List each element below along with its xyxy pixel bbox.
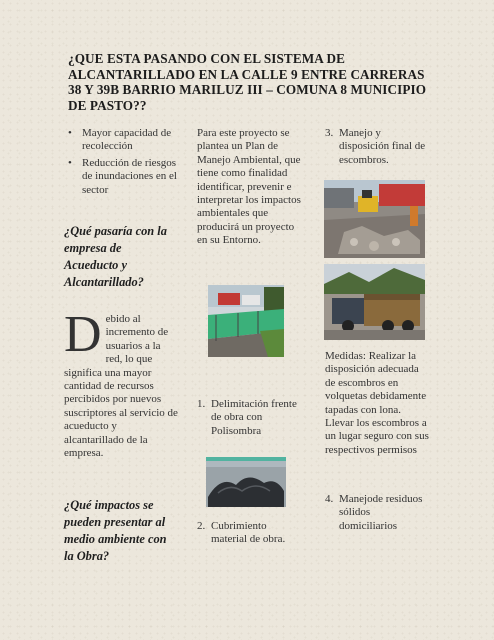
numbered-item-4: 4. Manejode residuos sólidos domiciliarios	[325, 493, 423, 532]
list-item: • Reducción de riesgos de inundaciones en el sector	[64, 157, 178, 197]
heading-impactos: ¿Qué impactos se pueden presentar al medio ambiente con la Obra?	[64, 498, 167, 563]
photo-cubrimiento	[206, 457, 286, 507]
drop-cap: D	[64, 306, 102, 363]
intro-paragraph: Para este proyecto se plantea un Plan de Manejo Ambiental, que tiene como finalidad identificar, prevenir e interpretar los impactos ambientales que producirá un proyecto en su Entorno.	[197, 127, 301, 247]
numbered-item-3: 3. Manejo y disposición final de escombros.	[325, 127, 426, 166]
photo-excavation	[324, 180, 425, 258]
paragraph-text: ebido al incremento de usuarios a la red, lo que significa una mayor cantidad de recursos percibidos por nuevos suscriptores al servicio de acueducto y alcantarillado de la empresa.	[64, 313, 178, 460]
numbered-item-1: 1. Delimitación frente de obra con Polisombra	[197, 398, 297, 437]
benefits-list	[64, 127, 178, 200]
photo-polisombra	[208, 285, 284, 357]
numbered-item-2: 2. Cubrimiento material de obra.	[197, 520, 286, 546]
medidas-paragraph: Medidas: Realizar la disposición adecuada de escombros en volquetas debidamente tapadas con lona. Llevar los escombros a un lugar seguro con sus respectivos permisos	[325, 350, 429, 456]
photo-dump-truck	[324, 264, 425, 340]
list-item: • Mayor capacidad de recolección	[64, 127, 178, 154]
page-title: ¿QUE ESTA PASANDO CON EL SISTEMA DE ALCANTARILLADO EN LA CALLE 9 ENTRE CARRERAS 38 Y 39B BARRIO MARILUZ III – COMUNA 8 MUNICIPIO DE PASTO??	[68, 51, 427, 113]
dropcap-paragraph	[64, 306, 178, 460]
heading-acueducto: ¿Qué pasaría con la empresa de Acueducto y Alcantarillado?	[64, 224, 167, 289]
